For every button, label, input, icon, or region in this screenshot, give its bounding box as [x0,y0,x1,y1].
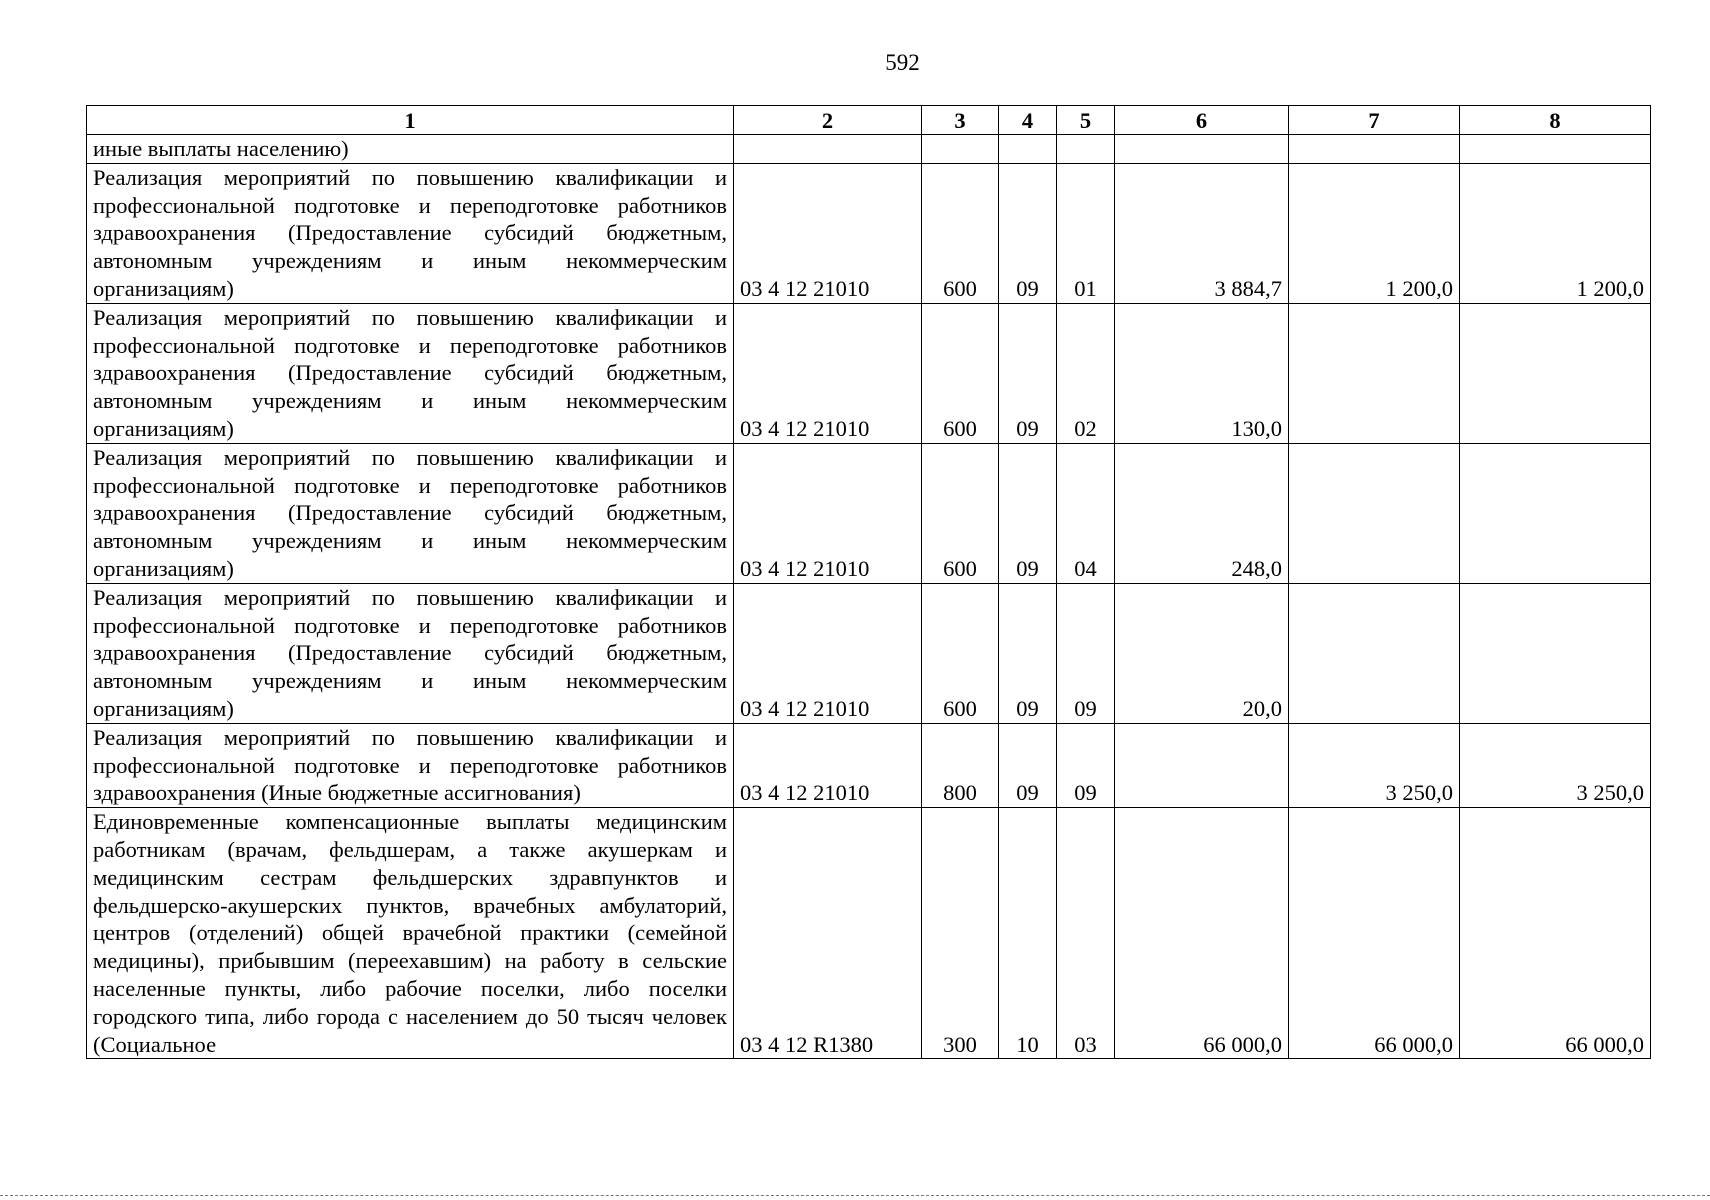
column-header: 3 [922,106,999,135]
amount-col-8 [1460,135,1651,164]
amount-col-6: 66 000,0 [1115,808,1289,1059]
row-description: Реализация мероприятий по повышению квалификации и профессиональной подготовке и переподготовке работников здравоохранения (Предоставление субсидий бюджетным, автономным учреждениям и иным некоммерческим организациям) [87,443,734,583]
expense-type-code: 600 [922,303,999,443]
row-description: Реализация мероприятий по повышению квалификации и профессиональной подготовке и переподготовке работников здравоохранения (Иные бюджетные ассигнования) [87,723,734,807]
amount-col-6 [1115,723,1289,807]
row-description: Единовременные компенсационные выплаты медицинским работникам (врачам, фельдшерам, а также акушеркам и медицинским сестрам фельдшерских здравпунктов и фельдшерско-акушерских пунктов, врачебных амбулаторий, центров (отделений) общей врачебной практики (семейной медицины), прибывшим (переехавшим) на работу в сельские населенные пункты, либо рабочие поселки, либо поселки городского типа, либо города с населением до 50 тысяч человек (Социальное [87,808,734,1059]
amount-col-8: 1 200,0 [1460,163,1651,303]
column-header: 4 [999,106,1057,135]
table-row [87,443,1651,583]
amount-col-6: 248,0 [1115,443,1289,583]
amount-col-7 [1289,583,1460,723]
expense-type-code: 600 [922,583,999,723]
column-header: 5 [1057,106,1115,135]
table-row [87,723,1651,807]
expense-type-code: 600 [922,443,999,583]
budget-table [86,105,1651,1059]
amount-col-7: 1 200,0 [1289,163,1460,303]
column-header: 1 [87,106,734,135]
target-article-code [734,135,922,164]
expense-type-code: 600 [922,163,999,303]
section-code [999,135,1057,164]
amount-col-6: 130,0 [1115,303,1289,443]
target-article-code: 03 4 12 21010 [734,583,922,723]
subsection-code: 09 [1057,583,1115,723]
amount-col-7 [1289,135,1460,164]
subsection-code: 04 [1057,443,1115,583]
amount-col-8 [1460,443,1651,583]
subsection-code: 09 [1057,723,1115,807]
amount-col-7 [1289,303,1460,443]
amount-col-6: 3 884,7 [1115,163,1289,303]
column-header: 7 [1289,106,1460,135]
row-description: иные выплаты населению) [87,135,734,164]
subsection-code [1057,135,1115,164]
row-description: Реализация мероприятий по повышению квалификации и профессиональной подготовке и переподготовке работников здравоохранения (Предоставление субсидий бюджетным, автономным учреждениям и иным некоммерческим организациям) [87,163,734,303]
table-row [87,163,1651,303]
page-number: 592 [885,50,920,75]
column-header: 6 [1115,106,1289,135]
amount-col-6: 20,0 [1115,583,1289,723]
table-header-row [87,106,1651,135]
row-description: Реализация мероприятий по повышению квалификации и профессиональной подготовке и переподготовке работников здравоохранения (Предоставление субсидий бюджетным, автономным учреждениям и иным некоммерческим организациям) [87,583,734,723]
amount-col-8: 66 000,0 [1460,808,1651,1059]
table-row [87,583,1651,723]
amount-col-7: 3 250,0 [1289,723,1460,807]
target-article-code: 03 4 12 21010 [734,303,922,443]
section-code: 09 [999,583,1057,723]
section-code: 09 [999,163,1057,303]
table-row [87,303,1651,443]
amount-col-8 [1460,583,1651,723]
target-article-code: 03 4 12 R1380 [734,808,922,1059]
row-description: Реализация мероприятий по повышению квалификации и профессиональной подготовке и переподготовке работников здравоохранения (Предоставление субсидий бюджетным, автономным учреждениям и иным некоммерческим организациям) [87,303,734,443]
section-code: 09 [999,303,1057,443]
table-row [87,808,1651,1059]
expense-type-code [922,135,999,164]
subsection-code: 02 [1057,303,1115,443]
expense-type-code: 300 [922,808,999,1059]
amount-col-6 [1115,135,1289,164]
amount-col-7 [1289,443,1460,583]
subsection-code: 03 [1057,808,1115,1059]
expense-type-code: 800 [922,723,999,807]
target-article-code: 03 4 12 21010 [734,723,922,807]
column-header: 2 [734,106,922,135]
amount-col-7: 66 000,0 [1289,808,1460,1059]
amount-col-8: 3 250,0 [1460,723,1651,807]
section-code: 09 [999,723,1057,807]
scan-edge-divider [0,1195,1710,1196]
section-code: 09 [999,443,1057,583]
table-row [87,135,1651,164]
amount-col-8 [1460,303,1651,443]
section-code: 10 [999,808,1057,1059]
target-article-code: 03 4 12 21010 [734,163,922,303]
subsection-code: 01 [1057,163,1115,303]
target-article-code: 03 4 12 21010 [734,443,922,583]
column-header: 8 [1460,106,1651,135]
